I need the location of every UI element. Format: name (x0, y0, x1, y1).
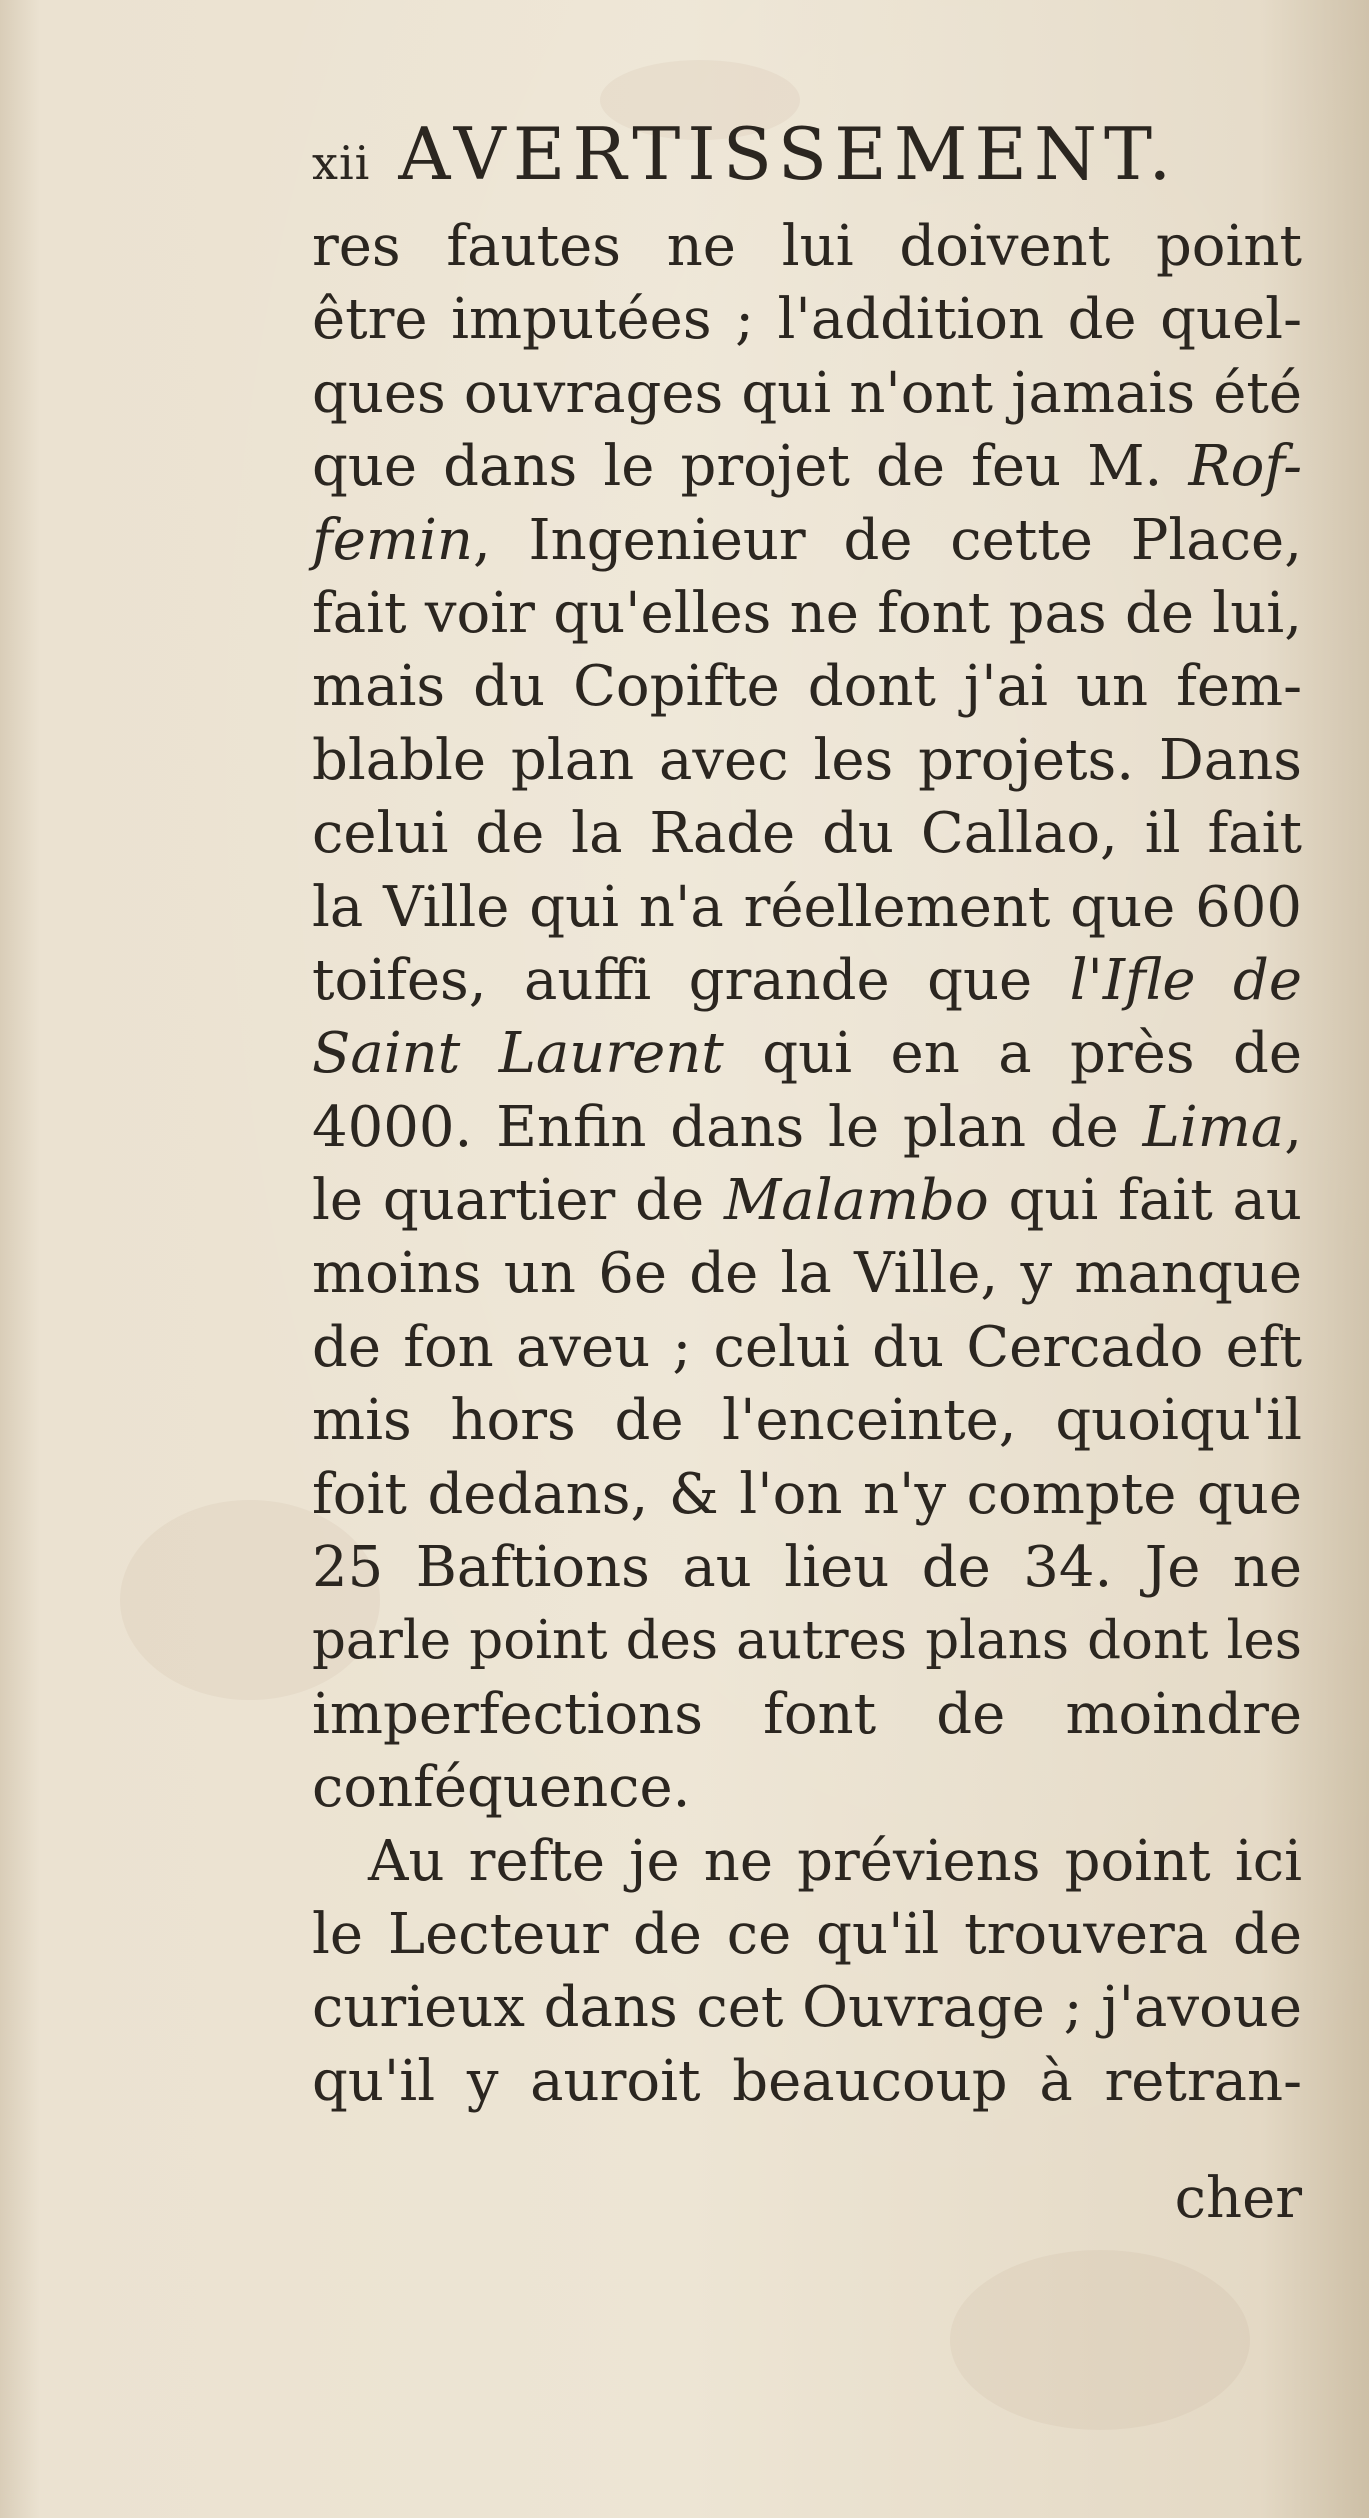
text-run: ques ouvrages qui n'ont jamais été (312, 360, 1302, 426)
body-text (312, 210, 1302, 2118)
text-run: être imputées ; l'addition de quel- (312, 287, 1302, 353)
text-run: mais du Copifte dont j'ai un fem- (312, 654, 1302, 720)
italic-text: Lima (1142, 1094, 1285, 1160)
text-line (312, 430, 1302, 503)
text-line (312, 797, 1302, 870)
italic-text: Malambo (723, 1168, 989, 1234)
text-line (312, 1164, 1302, 1237)
text-run: qui en a près de (723, 1021, 1302, 1087)
text-run: le quartier de (312, 1168, 724, 1234)
catchword: cher (1174, 2166, 1302, 2231)
text-line (312, 357, 1302, 430)
text-line (312, 1898, 1302, 1971)
text-run: mis hors de l'enceinte, quoiqu'il (312, 1388, 1302, 1454)
text-line (312, 1751, 1302, 1824)
text-line (312, 504, 1302, 577)
text-line (312, 1091, 1302, 1164)
text-line (312, 210, 1302, 283)
text-run: conféquence. (312, 1755, 691, 1821)
text-run: , Ingenieur de cette Place, (472, 507, 1302, 573)
text-line (312, 1017, 1302, 1090)
text-run: blable plan avec les projets. Dans (312, 727, 1302, 793)
text-line (312, 944, 1302, 1017)
italic-text: Saint Laurent (312, 1021, 724, 1087)
italic-text: Rof- (1188, 434, 1302, 500)
page-number: xii (312, 136, 371, 190)
text-run: celui de la Rade du Callao, il fait (312, 801, 1302, 867)
text-line (312, 577, 1302, 650)
text-line (312, 283, 1302, 356)
running-head: AVERTISSEMENT. (398, 112, 1179, 196)
page-header (312, 112, 1302, 212)
italic-text: femin (312, 507, 473, 573)
paper-stain (950, 2250, 1250, 2430)
text-run: la Ville qui n'a réellement que 600 (312, 874, 1302, 940)
text-line (312, 2045, 1302, 2118)
text-line (312, 871, 1302, 944)
text-run: 25 Baftions au lieu de 34. Je ne (312, 1535, 1302, 1601)
text-line (312, 1604, 1302, 1677)
text-line (312, 1825, 1302, 1898)
text-run: curieux dans cet Ouvrage ; j'avoue (312, 1975, 1302, 2041)
text-run: que dans le projet de feu M. (312, 434, 1189, 500)
text-run: , (1284, 1094, 1302, 1160)
text-run: foit dedans, & l'on n'y compte que (312, 1461, 1302, 1527)
text-line (312, 650, 1302, 723)
text-line (312, 1678, 1302, 1751)
text-run: qui fait au (988, 1168, 1302, 1234)
text-run: moins un 6e de la Ville, y manque (312, 1241, 1302, 1307)
text-line (312, 724, 1302, 797)
text-line (312, 1458, 1302, 1531)
text-line (312, 1531, 1302, 1604)
text-run: qu'il y auroit beaucoup à retran- (312, 2048, 1302, 2114)
text-run: imperfections font de moindre (312, 1681, 1302, 1747)
text-run: le Lecteur de ce qu'il trouvera de (312, 1901, 1302, 1967)
text-run: res fautes ne lui doivent point (312, 214, 1302, 279)
text-line (312, 1311, 1302, 1384)
italic-text: l'Ifle de (1069, 947, 1302, 1013)
text-line (312, 1971, 1302, 2044)
text-run: de fon aveu ; celui du Cercado eft (312, 1314, 1302, 1380)
text-run: 4000. Enfin dans le plan de (312, 1094, 1143, 1160)
text-run: fait voir qu'elles ne font pas de lui, (312, 580, 1302, 646)
text-run: toifes, auffi grande que (312, 947, 1070, 1013)
text-run: parle point des autres plans dont les (312, 1610, 1302, 1672)
text-line (312, 1237, 1302, 1310)
text-run: Au refte je ne préviens point ici (368, 1828, 1302, 1894)
text-line (312, 1384, 1302, 1457)
